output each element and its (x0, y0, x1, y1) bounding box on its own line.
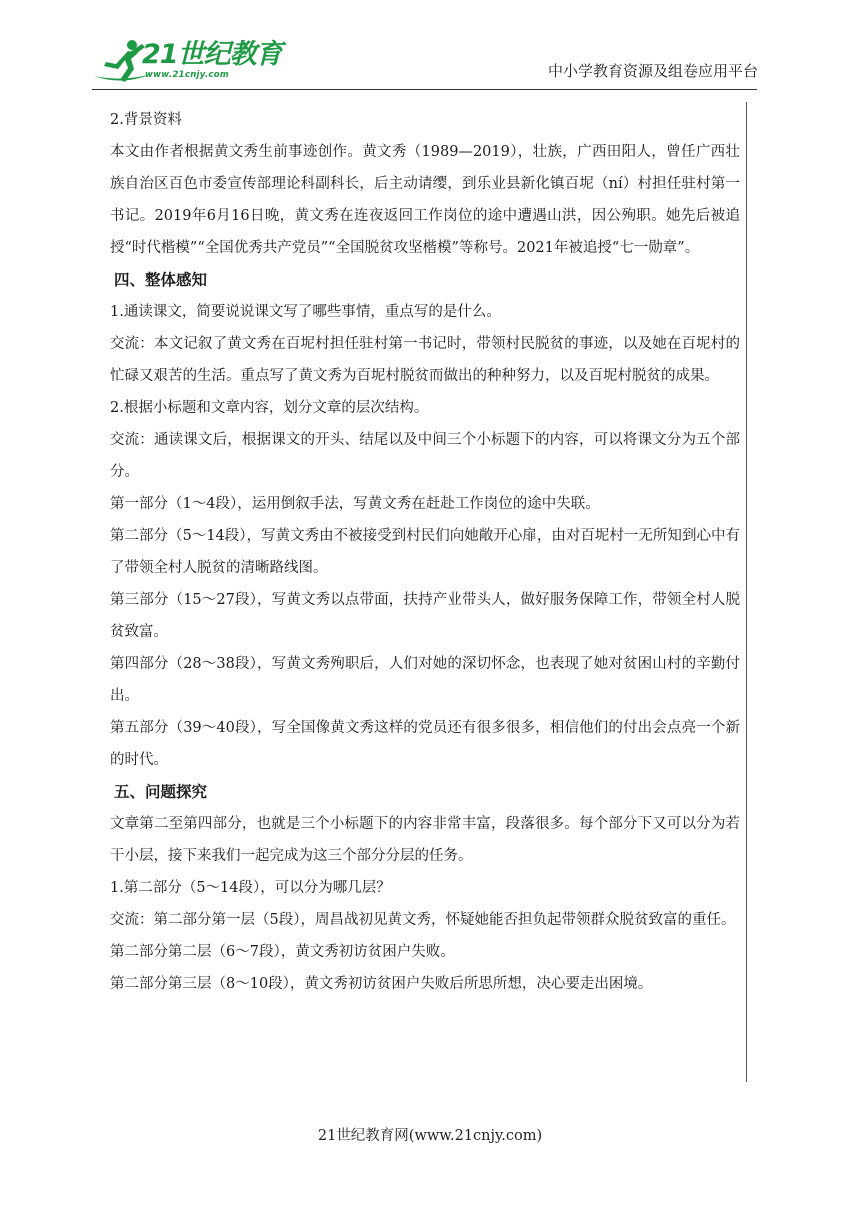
logo-text: 21世纪教育 (142, 39, 282, 70)
paragraph: 第四部分（28～38段），写黄文秀殉职后，人们对她的深切怀念，也表现了她对贫困山村的辛勤付出。 (110, 656, 740, 704)
paragraph: 第一部分（1～4段），运用倒叙手法，写黄文秀在赶赴工作岗位的途中失联。 (110, 496, 600, 512)
platform-title: 中小学教育资源及组卷应用平台 (547, 62, 758, 80)
paragraph: 1.通读课文，简要说说课文写了哪些事情，重点写的是什么。 (110, 304, 501, 320)
paragraph: 2.根据小标题和文章内容，划分文章的层次结构。 (110, 400, 429, 416)
paragraph: 本文由作者根据黄文秀生前事迹创作。黄文秀（1989—2019），壮族，广西田阳人，曾任广西壮族自治区百色市委宣传部理论科副科长，后主动请缨，到乐业县新化镇百坭（ní）村担任驻村第一书记。2019年6月16日晚，黄文秀在连夜返回工作岗位的途中遭遇山洪，因公殉职。她先后被追授“时代楷模”“全国优秀共产党员”“全国脱贫攻坚楷模”等称号。2021年被追授“七一勋章”。 (110, 144, 740, 256)
paragraph: 第二部分第三层（8～10段），黄文秀初访贫困户失败后所思所想，决心要走出困境。 (110, 976, 653, 992)
document-body (110, 104, 740, 1000)
paragraph: 2.背景资料 (110, 112, 182, 128)
paragraph: 第三部分（15～27段），写黄文秀以点带面，扶持产业带头人，做好服务保障工作，带领全村人脱贫致富。 (110, 592, 740, 640)
page-header (0, 0, 860, 100)
paragraph: 第二部分（5～14段），写黄文秀由不被接受到村民们向她敞开心扉，由对百坭村一无所知到心中有了带领全村人脱贫的清晰路线图。 (110, 528, 740, 576)
paragraph: 第二部分第二层（6～7段），黄文秀初访贫困户失败。 (110, 944, 455, 960)
paragraph: 交流：通读课文后，根据课文的开头、结尾以及中间三个小标题下的内容，可以将课文分为五个部分。 (110, 432, 740, 480)
paragraph: 文章第二至第四部分，也就是三个小标题下的内容非常丰富，段落很多。每个部分下又可以分为若干小层，接下来我们一起完成为这三个部分分层的任务。 (110, 816, 740, 864)
right-margin-line (746, 102, 747, 1082)
paragraph: 交流：第二部分第一层（5段），周昌战初见黄文秀，怀疑她能否担负起带领群众脱贫致富的重任。 (110, 912, 736, 928)
paragraph: 第五部分（39～40段），写全国像黄文秀这样的党员还有很多很多，相信他们的付出会点亮一个新的时代。 (110, 720, 740, 768)
header-divider (92, 89, 757, 90)
section-heading: 四、整体感知 (114, 271, 208, 289)
paragraph: 1.第二部分（5～14段），可以分为哪几层？ (110, 880, 391, 896)
section-heading: 五、问题探究 (114, 783, 208, 801)
paragraph: 交流：本文记叙了黄文秀在百坭村担任驻村第一书记时，带领村民脱贫的事迹，以及她在百坭村的忙碌又艰苦的生活。重点写了黄文秀为百坭村脱贫而做出的种种努力，以及百坭村脱贫的成果。 (110, 336, 740, 384)
logo-url: www.21cnjy.com (145, 70, 229, 80)
page-footer: 21世纪教育网(www.21cnjy.com) (317, 1128, 543, 1144)
